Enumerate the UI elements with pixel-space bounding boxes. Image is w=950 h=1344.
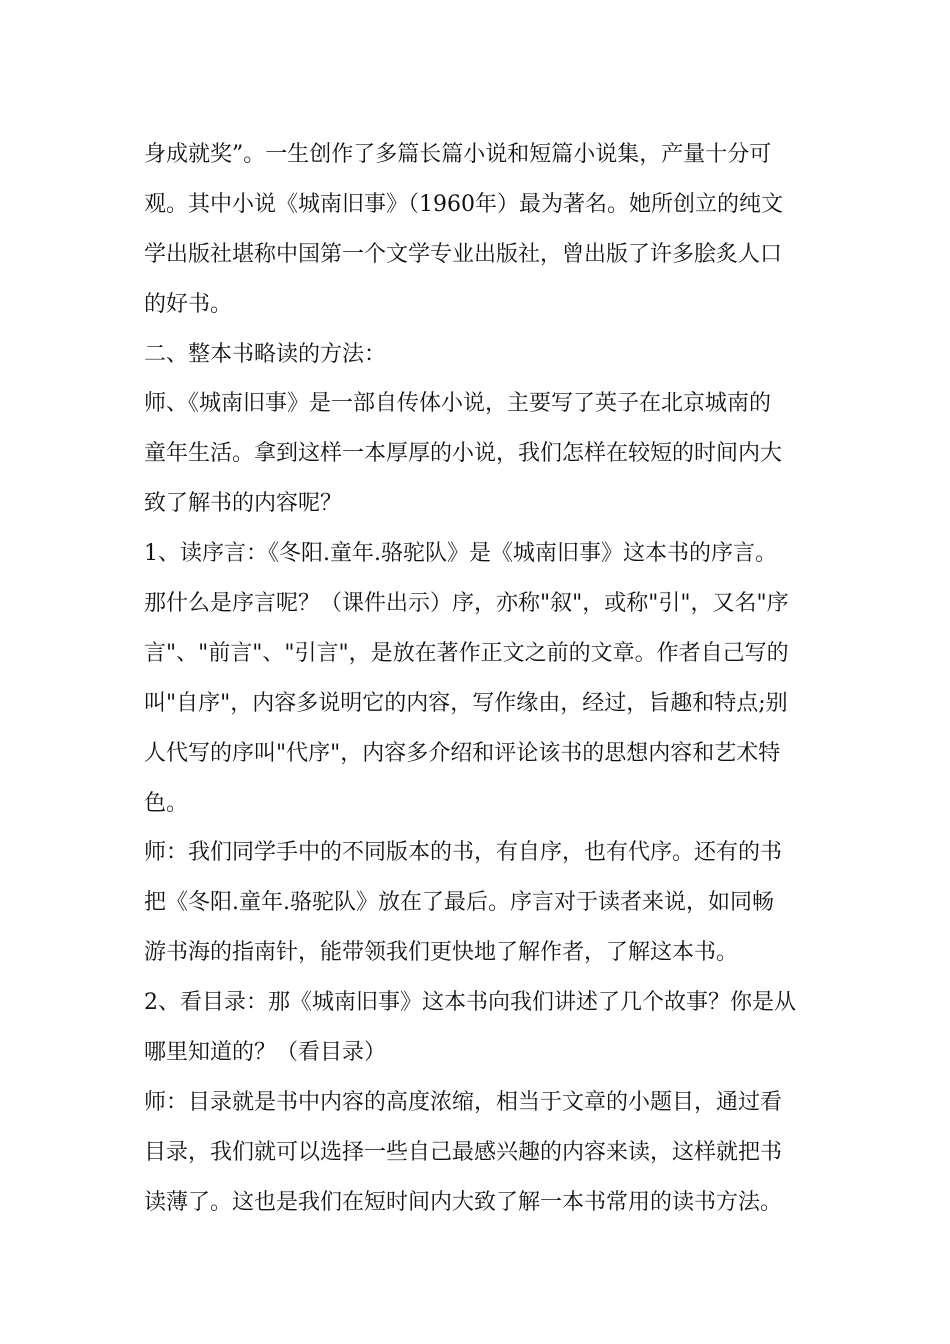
text-line: 2、看目录：那《城南旧事》这本书向我们讲述了几个故事？你是从 [144,990,796,1016]
text-line: 哪里知道的？（看目录） [144,1040,387,1066]
text-line: 言"、"前言"、"引言"，是放在著作正文之前的文章。作者自己写的 [144,640,789,666]
text-line: 观。其中小说《城南旧事》（1960年）最为著名。她所创立的纯文 [144,191,783,217]
document-body [144,130,814,1228]
text-line: 师：我们同学手中的不同版本的书，有自序，也有代序。还有的书 [144,840,783,866]
text-line: 人代写的序叫"代序"，内容多介绍和评论该书的思想内容和艺术特 [144,740,781,766]
text-line: 游书海的指南针，能带领我们更快地了解作者，了解这本书。 [144,940,739,966]
text-line: 的好书。 [144,291,233,317]
text-line: 那什么是序言呢？（课件出示）序，亦称"叙"，或称"引"，又名"序 [144,591,789,617]
text-line: 童年生活。拿到这样一本厚厚的小说，我们怎样在较短的时间内大 [144,441,783,467]
text-line: 色。 [144,790,189,816]
text-line: 把《冬阳.童年.骆驼队》放在了最后。序言对于读者来说，如同畅 [144,890,774,916]
text-line: 致了解书的内容呢？ [144,491,343,517]
text-line: 师、《城南旧事》是一部自传体小说，主要写了英子在北京城南的 [144,391,772,417]
text-line: 身成就奖”。一生创作了多篇长篇小说和短篇小说集，产量十分可 [144,142,772,167]
text-line: 叫"自序"，内容多说明它的内容，写作缘由，经过，旨趣和特点;别 [144,690,788,716]
text-line: 目录，我们就可以选择一些自己最感兴趣的内容来读，这样就把书 [144,1139,783,1165]
text-line: 学出版社堪称中国第一个文学专业出版社，曾出版了许多脍炙人口 [144,241,783,267]
text-line: 1、读序言：《冬阳.童年.骆驼队》是《城南旧事》这本书的序言。 [144,541,777,567]
text-line: 读薄了。这也是我们在短时间内大致了解一本书常用的读书方法。 [144,1189,783,1215]
section-heading: 二、整本书略读的方法： [144,341,387,367]
text-line: 师：目录就是书中内容的高度浓缩，相当于文章的小题目，通过看 [144,1089,783,1115]
